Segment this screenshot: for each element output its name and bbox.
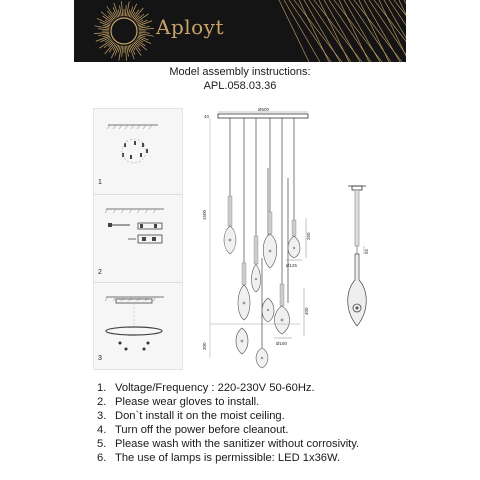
instruction-item (97, 395, 477, 409)
sunburst-logo-icon (74, 0, 406, 62)
ceiling-mount-icon (94, 109, 182, 195)
assembly-steps-panel (93, 108, 183, 370)
brand-header (74, 0, 406, 62)
instruction-text: The use of lamps is permissible: LED 1x36W. (115, 452, 341, 464)
canopy-attach-icon (94, 283, 182, 369)
sunburst-ray (125, 5, 126, 16)
sunburst-ray (98, 29, 109, 30)
canopy-diameter-label: Ø600 (258, 108, 270, 112)
chandelier-drawing (200, 108, 320, 373)
sunburst-ray (105, 20, 111, 24)
instruction-text: Turn off the power before cleanout. (115, 424, 289, 436)
instruction-number: 4. (97, 424, 107, 436)
decorative-ray (284, 0, 320, 62)
sunburst-ray (113, 12, 117, 18)
bracket-install-icon (94, 195, 182, 283)
step-3-box (94, 283, 182, 369)
decorative-ray (324, 0, 360, 62)
brand-name: Aployt (156, 15, 225, 39)
instruction-number: 2. (97, 396, 107, 408)
step-1-number: 1 (98, 179, 102, 186)
instruction-number: 1. (97, 382, 107, 394)
top-height-label: 40 (204, 114, 210, 119)
instruction-number: 5. (97, 438, 107, 450)
instruction-item (97, 409, 477, 423)
side-height-label: 55 (364, 248, 369, 254)
instruction-item (97, 451, 477, 465)
decorative-ray (359, 0, 389, 62)
instruction-item (97, 381, 477, 395)
step-2-box (94, 195, 182, 283)
sunburst-ray (132, 12, 136, 18)
step-1-box (94, 109, 182, 195)
decorative-ray (364, 0, 400, 62)
instruction-text: Don`t install it on the moist ceiling. (115, 410, 285, 422)
cable-length-label: 1500 (202, 209, 207, 220)
instruction-item (97, 423, 477, 437)
small-shade-height-label: 260 (306, 232, 311, 240)
instruction-number: 6. (97, 452, 107, 464)
sunburst-ray (125, 46, 126, 61)
instruction-text: Please wash with the sanitizer without corrosivity. (115, 438, 360, 450)
decorative-ray (279, 0, 309, 62)
instructions-list (97, 381, 477, 465)
instruction-number: 3. (97, 410, 107, 422)
sunburst-ray (137, 39, 143, 43)
single-pendant-diagram (340, 180, 380, 340)
step-3-number: 3 (98, 355, 102, 362)
decorative-ray (339, 0, 369, 62)
step-2-number: 2 (98, 269, 102, 276)
small-shade-width-label: Ø125 (286, 263, 298, 268)
instruction-item (97, 437, 477, 451)
min-height-label: 300 (202, 342, 207, 350)
sunburst-ray (121, 1, 122, 16)
instruction-text: Please wear gloves to install. (115, 396, 260, 408)
sunburst-ray (94, 32, 109, 33)
sunburst-ray (139, 32, 150, 33)
sunburst-ray (105, 39, 111, 43)
sunburst-ray (132, 44, 136, 50)
large-shade-height-label: 400 (304, 307, 309, 315)
model-number: APL.058.03.36 (203, 80, 277, 92)
front-view-diagram (200, 108, 320, 373)
single-pendant-drawing (340, 180, 380, 340)
decorative-ray (299, 0, 329, 62)
instruction-text: Voltage/Frequency : 220-230V 50-60Hz. (115, 382, 315, 394)
sunburst-ray (122, 46, 123, 57)
sunburst-ray (139, 28, 154, 29)
large-shade-width-label: Ø160 (276, 341, 288, 346)
sunburst-ray (137, 20, 143, 24)
sunburst-ray (113, 44, 117, 50)
decorative-ray (319, 0, 349, 62)
decorative-ray (304, 0, 340, 62)
document-title: Model assembly instructions: (169, 66, 311, 78)
decorative-ray (344, 0, 380, 62)
